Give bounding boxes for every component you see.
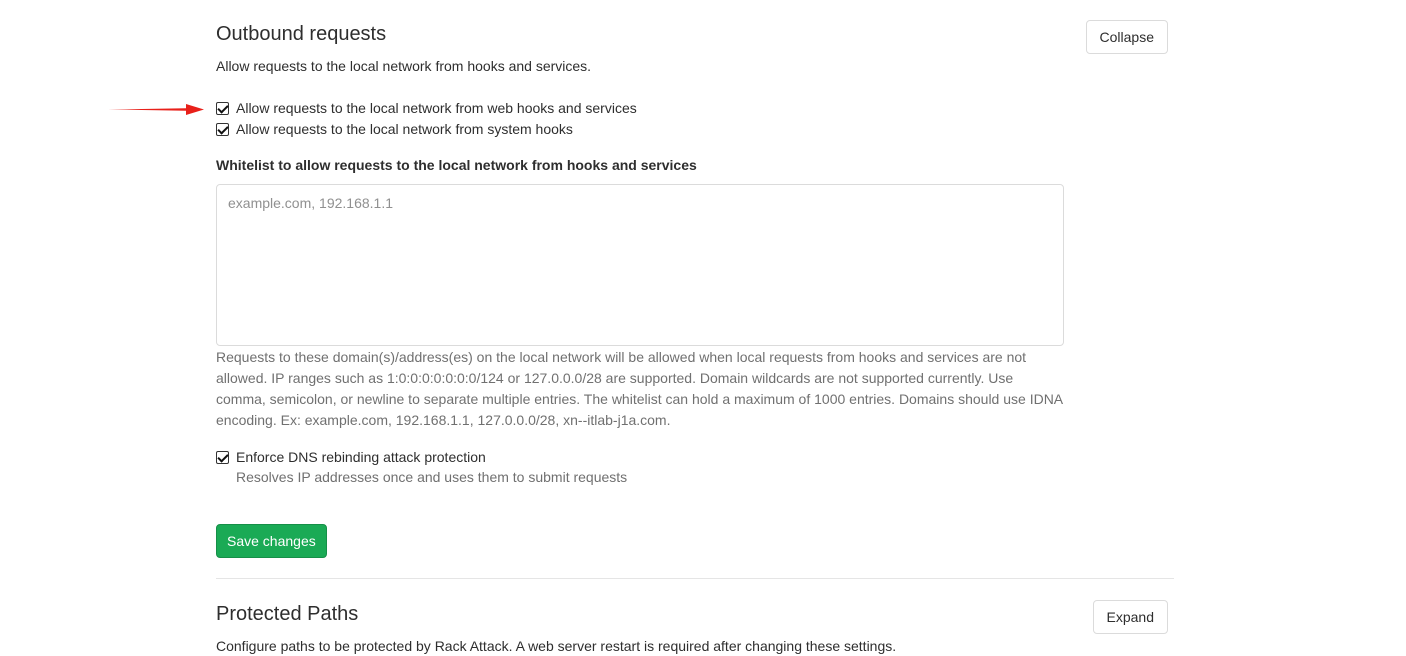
dns-rebinding-label: Enforce DNS rebinding attack protection: [236, 449, 486, 465]
section-description: Configure paths to be protected by Rack Attack. A web server restart is required after changing these settings.: [216, 638, 897, 654]
dns-rebinding-checkbox-row[interactable]: [216, 449, 486, 465]
section-title: Outbound requests: [216, 23, 387, 45]
allow-web-hooks-checkbox[interactable]: [216, 102, 229, 115]
collapse-button[interactable]: Collapse: [1086, 20, 1168, 54]
section-divider: [216, 578, 1174, 579]
protected-paths-section: [216, 600, 1168, 654]
section-title: Protected Paths: [216, 603, 359, 625]
expand-button[interactable]: Expand: [1093, 600, 1168, 634]
save-changes-button[interactable]: Save changes: [216, 524, 327, 558]
allow-web-hooks-checkbox-row[interactable]: [216, 100, 637, 116]
section-description: Allow requests to the local network from hooks and services.: [216, 58, 592, 74]
whitelist-help-text: Requests to these domain(s)/address(es) on the local network will be allowed when local requests from hooks and services are not allowed. IP ranges such as 1:0:0:0:0:0:0:0/124 or 127.0.0.0/28 are supported. Domain wildcards are not supported currently. Use comma, semicolon, or newline to separate multiple entries. The whitelist can hold a maximum of 1000 entries. Domains should use IDNA encoding. Ex: example.com, 192.168.1.1, 127.0.0.0/28, xn--itlab-j1a.com.: [216, 349, 1063, 428]
allow-web-hooks-label: Allow requests to the local network from web hooks and services: [236, 100, 637, 116]
allow-system-hooks-checkbox[interactable]: [216, 123, 229, 136]
allow-system-hooks-checkbox-row[interactable]: [216, 121, 573, 137]
annotation-arrow-icon: [108, 102, 208, 118]
whitelist-label: Whitelist to allow requests to the local network from hooks and services: [216, 157, 697, 173]
whitelist-textarea[interactable]: [216, 184, 1064, 346]
outbound-requests-section: [216, 20, 1168, 74]
dns-rebinding-help: Resolves IP addresses once and uses them to submit requests: [236, 469, 628, 485]
allow-system-hooks-label: Allow requests to the local network from system hooks: [236, 121, 573, 137]
dns-rebinding-checkbox[interactable]: [216, 451, 229, 464]
